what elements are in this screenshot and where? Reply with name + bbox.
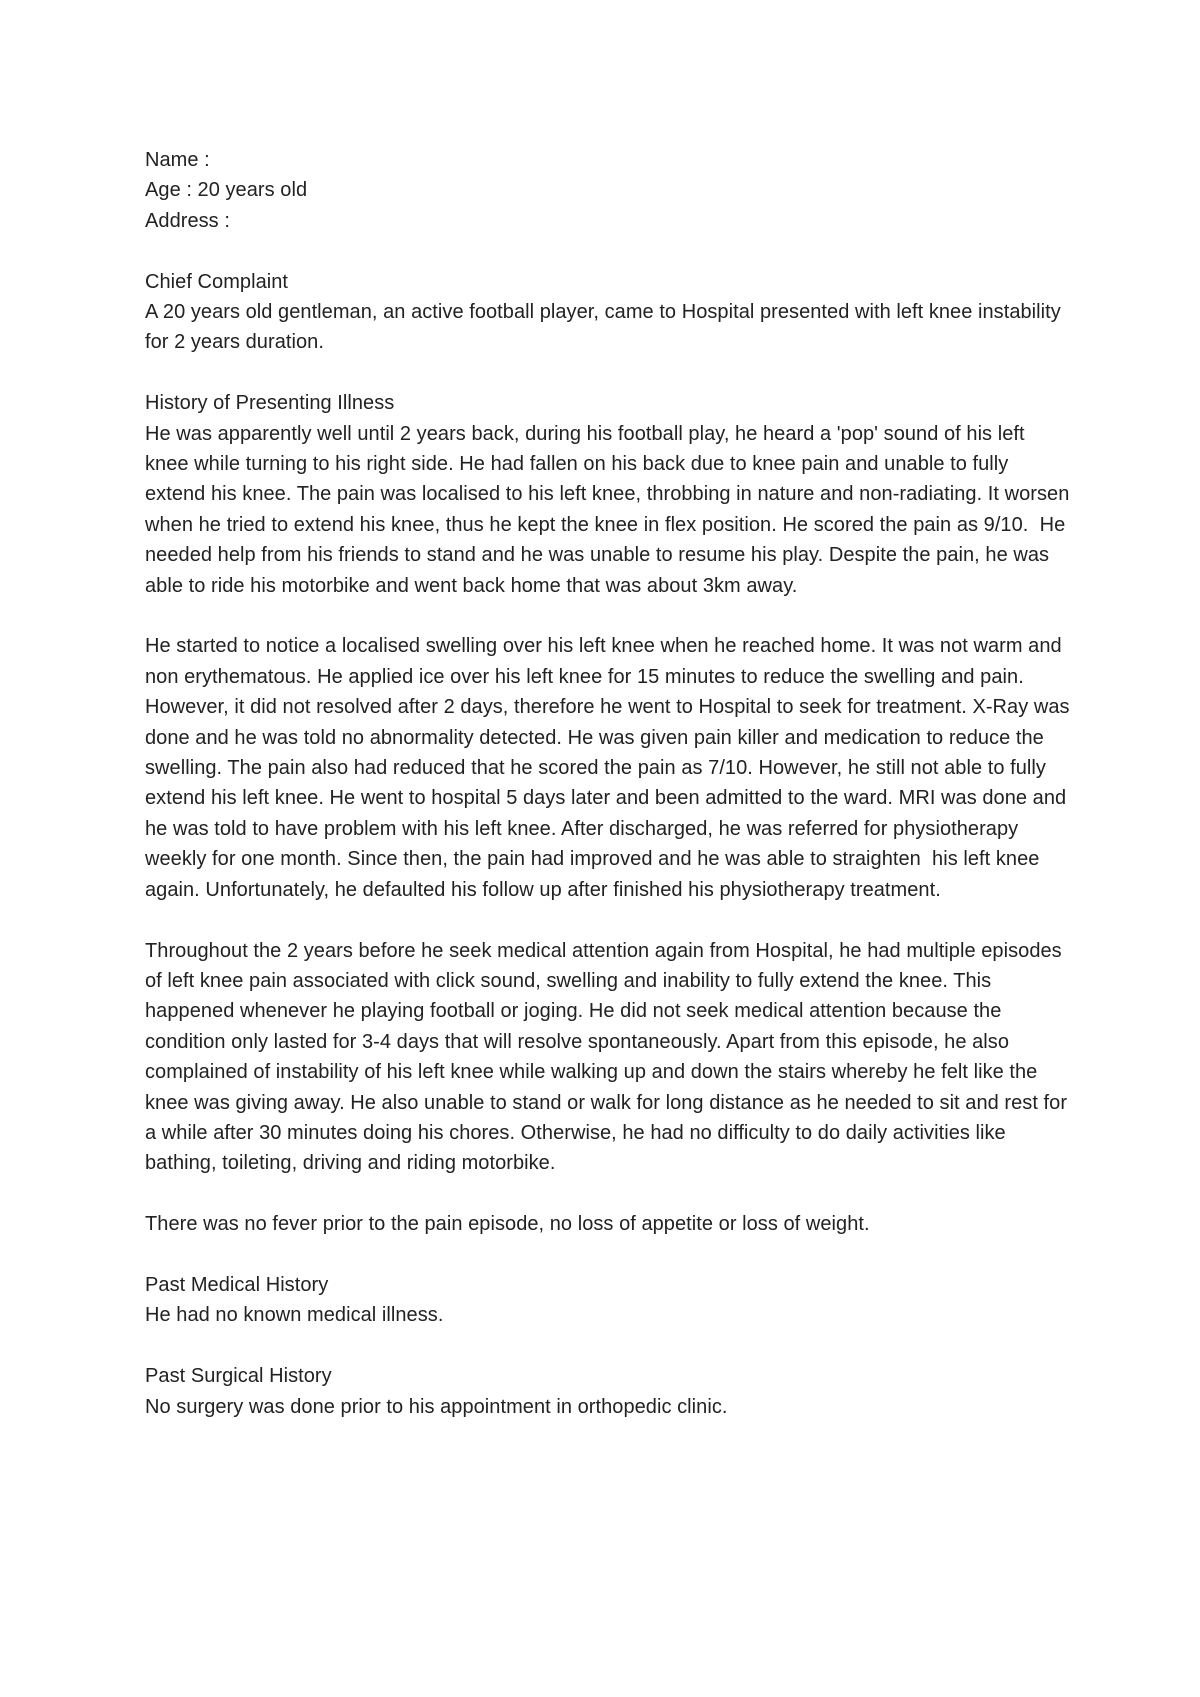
document-body (145, 145, 1076, 1422)
hpi-paragraph: There was no fever prior to the pain episode, no loss of appetite or loss of weight. (145, 1213, 870, 1236)
spacer (145, 1240, 1070, 1270)
past-medical-history-heading: Past Medical History (145, 1273, 329, 1296)
past-surgical-history-text: No surgery was done prior to his appointment in orthopedic clinic. (145, 1395, 728, 1418)
hpi-paragraph: Throughout the 2 years before he seek medical attention again from Hospital, he had multiple episodes of left knee pain associated with click sound, swelling and inability to fully extend the knee. This happened whenever he playing football or joging. He did not seek medical attention because the condition only lasted for 3-4 days that will resolve spontaneously. Apart from this episode, he also complained of instability of his left knee while walking up and down the stairs whereby he felt like the knee was giving away. He also unable to stand or walk for long distance as he needed to sit and rest for a while after 30 minutes doing his chores. Otherwise, he had no difficulty to do daily activities like bathing, toileting, driving and riding motorbike. (145, 939, 1073, 1175)
hpi-heading: History of Presenting Illness (145, 392, 395, 415)
name-label: Name : (145, 149, 210, 171)
past-surgical-history-heading: Past Surgical History (145, 1365, 332, 1388)
spacer (145, 1331, 1070, 1361)
chief-complaint-heading: Chief Complaint (145, 270, 289, 293)
spacer (145, 601, 1070, 631)
spacer (145, 905, 1070, 935)
past-medical-history-text: He had no known medical illness. (145, 1304, 444, 1327)
address-label: Address : (145, 209, 230, 232)
hpi-paragraph: He was apparently well until 2 years back, during his football play, he heard a 'pop' sound of his left knee while turning to his right side. He had fallen on his back due to knee pain and unable to fully extend his knee. The pain was localised to his left knee, throbbing in nature and non-radiating. It worsen when he tried to extend his knee, thus he kept the knee in flex position. He scored the pain as 9/10. He needed help from his friends to stand and he was unable to resume his play. Despite the pain, he was able to ride his motorbike and went back home that was about 3km away. (145, 422, 1075, 597)
spacer (145, 1179, 1070, 1209)
spacer (145, 358, 1070, 388)
chief-complaint-text: A 20 years old gentleman, an active football player, came to Hospital presented with left knee instability for 2 years duration. (145, 301, 1067, 354)
hpi-paragraph: He started to notice a localised swelling over his left knee when he reached home. It was not warm and non erythematous. He applied ice over his left knee for 15 minutes to reduce the swelling and pain. However, it did not resolved after 2 days, therefore he went to Hospital to seek for treatment. X-Ray was done and he was told no abnormality detected. He was given pain killer and medication to reduce the swelling. The pain also had reduced that he scored the pain as 7/10. However, he still not able to fully extend his left knee. He went to hospital 5 days later and been admitted to the ward. MRI was done and he was told to have problem with his left knee. After discharged, he was referred for physiotherapy weekly for one month. Since then, the pain had improved and he was able to straighten his left knee again. Unfortunately, he defaulted his follow up after finished his physiotherapy treatment. (145, 635, 1076, 901)
spacer (145, 236, 1070, 266)
age-line: Age : 20 years old (145, 179, 308, 202)
